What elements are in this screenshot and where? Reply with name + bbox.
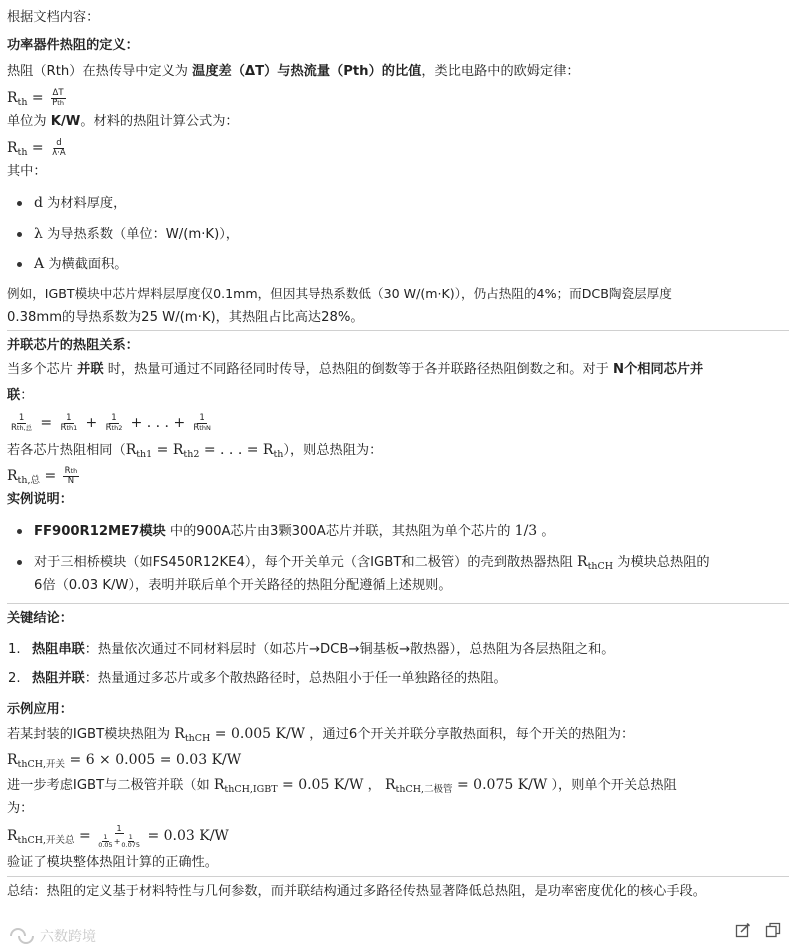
divider <box>7 603 789 604</box>
formula-parallel-sum: $\frac{1}{\text{Rth,总}}$ = $\frac{1}{\text{Rth1}}$ + $\frac{1}{\text{Rth2}}$ + . . . + $\frac{1}{\text{RthN}}$ <box>11 412 211 433</box>
section-title-application: 示例应用： <box>7 702 73 717</box>
intro-text: 根据文档内容： <box>7 10 100 25</box>
conclusion-item-series: 热阻串联：热量依次通过不同材料层时（如芯片→DCB→铜基板→散热器），总热阻为各层热阻之和。 <box>32 642 615 657</box>
application-line2-end: 为： <box>7 801 34 816</box>
formula-rth-definition: $R_{th}$ = $\frac{\Delta T}{\text{Pth}}$ <box>7 87 64 108</box>
formula-switch-rth: $R_{thCH,开关} = 6 \times 0.005 = 0.03$ K/W <box>7 752 242 770</box>
list-item-area: A 为横截面积。 <box>34 256 128 272</box>
bullet-dot <box>17 529 22 534</box>
formula-switch-total-rth: $R_{thCH,开关总}$ = 1 $\frac{1}{0.05}$ + $\frac{1}{0.075}$ = 0.03 K/W <box>7 823 229 849</box>
watermark <box>8 924 128 948</box>
conclusion-item-parallel: 热阻并联：热量通过多芯片或多个散热路径时，总热阻小于任一单独路径的热阻。 <box>32 671 507 686</box>
example-item-ff900: FF900R12ME7模块 中的900A芯片由3颗300A芯片并联，其热阻为单个芯片的 1/3 。 <box>34 523 555 539</box>
bullet-dot <box>17 560 22 565</box>
section-title-parallel: 并联芯片的热阻关系： <box>7 338 139 353</box>
section-title-conclusions: 关键结论： <box>7 611 73 626</box>
same-rth-paragraph: 若各芯片热阻相同（$R_{th1} = R_{th2}$ = . . . = $R_{th}$），则总热阻为： <box>7 442 383 460</box>
example-item-fs450-line2: 6倍（0.03 K/W），表明并联后单个开关路径的热阻分配遵循上述规则。 <box>34 578 452 593</box>
divider <box>7 330 789 331</box>
list-number: 2. <box>8 671 21 686</box>
example-paragraph-line2: 0.38mm的导热系数为25 W/(m·K)，其热阻占比高达28%。 <box>7 310 364 325</box>
section-title-definition: 功率器件热阻的定义： <box>7 38 139 53</box>
application-line2: 进一步考虑IGBT与二极管并联（如 $R_{thCH,IGBT} = 0.05$ K/W ， $R_{thCH,二极管} = 0.075$ K/W ），则单个开关总热阻 <box>7 777 677 795</box>
bullet-dot <box>17 232 22 237</box>
verify-text: 验证了模块整体热阻计算的正确性。 <box>7 855 218 870</box>
parallel-paragraph-line2: 联： <box>7 388 34 403</box>
example-title: 实例说明： <box>7 492 73 507</box>
example-item-fs450-line1: 对于三相桥模块（如FS450R12KE4），每个开关单元（含IGBT和二极管）的壳到散热器热阻 $R_{thCH}$ 为模块总热阻的 <box>34 554 710 572</box>
watermark-text: 六数跨境 <box>40 929 96 945</box>
summary-text: 总结：热阻的定义基于材料特性与几何参数，而并联结构通过多路径传热显著降低总热阻，是功率密度优化的核心手段。 <box>7 884 706 899</box>
bullet-dot <box>17 262 22 267</box>
definition-paragraph: 热阻（Rth）在热传导中定义为 温度差（ΔT）与热流量（Pth）的比值，类比电路中的欧姆定律： <box>7 64 580 79</box>
edit-icon[interactable] <box>735 922 751 938</box>
example-paragraph-line1: 例如，IGBT模块中芯片焊料层厚度仅0.1mm，但因其导热系数低（30 W/(m·K)），仍占热阻的4%；而DCB陶瓷层厚度 <box>7 286 672 301</box>
unit-paragraph: 单位为 K/W。材料的热阻计算公式为： <box>7 114 239 129</box>
list-item-thickness: d 为材料厚度， <box>34 195 127 211</box>
formula-total-rth: $R_{th,总}$ = $\frac{\text{Rth}}{N}$ <box>7 465 78 486</box>
bullet-dot <box>17 201 22 206</box>
formula-material-rth: $R_{th}$ = $\frac{d}{\lambda\cdot A}$ <box>7 137 66 158</box>
parallel-paragraph-line1: 当多个芯片 并联 时，热量可通过不同路径同时传导，总热阻的倒数等于各并联路径热阻倒数之和。对于 N个相同芯片并 <box>7 362 704 377</box>
divider <box>7 876 789 877</box>
copy-icon[interactable] <box>765 922 781 938</box>
watermark-logo-icon <box>8 926 36 946</box>
application-line1: 若某封装的IGBT模块热阻为 $R_{thCH} = 0.005$ K/W ，通过6个开关并联分享散热面积，每个开关的热阻为： <box>7 726 635 744</box>
list-number: 1. <box>8 642 21 657</box>
where-label: 其中： <box>7 164 47 179</box>
list-item-conductivity: λ 为导热系数（单位：W/(m·K)）， <box>34 226 239 242</box>
